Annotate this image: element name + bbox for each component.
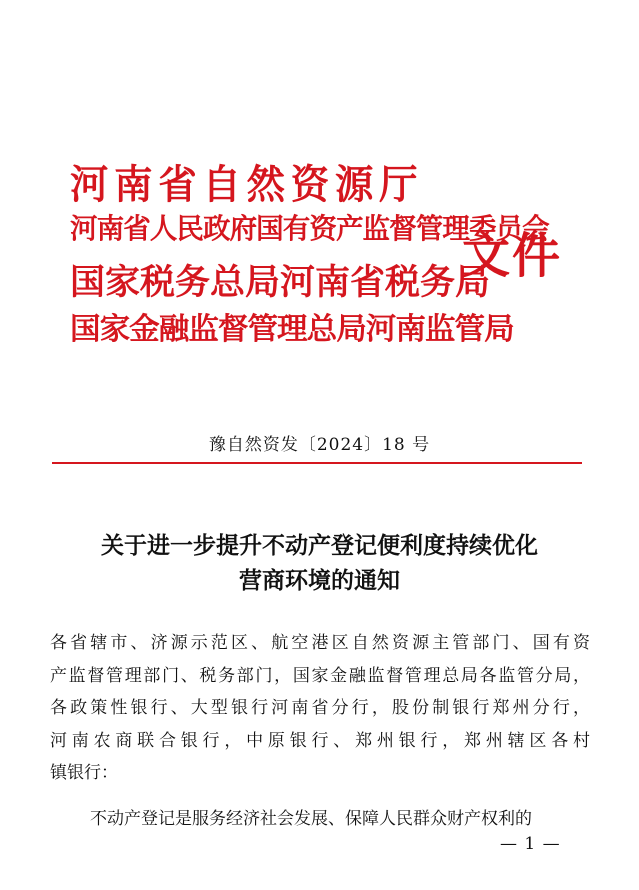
addressee-line-1: 各省辖市、济源示范区、航空港区自然资源主管部门、国有资: [50, 633, 590, 653]
addressee-line-3: 各政策性银行、大型银行河南省分行，股份制银行郑州分行，: [50, 698, 590, 718]
document-number: 豫自然资发〔2024〕18 号: [208, 435, 431, 455]
red-divider-line: [52, 462, 582, 464]
title-line-1: 关于进一步提升不动产登记便利度持续优化: [101, 532, 538, 559]
title-line-2: 营商环境的通知: [239, 567, 400, 594]
page-number: — 1 —: [500, 834, 561, 854]
addressees: [50, 627, 590, 790]
issuer-sasac: 河南省人民政府国有资产监督管理委员会: [70, 212, 549, 245]
issuer-natural-resources-department: 河南省自然资源厅: [70, 161, 424, 208]
issuer-financial-regulatory-bureau: 国家金融监督管理总局河南监管局: [70, 312, 514, 347]
body-paragraph: 不动产登记是服务经济社会发展、保障人民群众财产权利的: [90, 809, 532, 829]
addressee-line-2: 产监督管理部门、税务部门，国家金融监督管理总局各监管分局，: [50, 665, 590, 686]
addressee-line-5: 镇银行：: [50, 763, 118, 783]
document-mark: 文件: [462, 228, 563, 284]
addressee-line-4: 河南农商联合银行，中原银行、郑州银行，郑州辖区各村: [50, 730, 590, 751]
issuer-tax-bureau: 国家税务总局河南省税务局: [70, 262, 491, 303]
document-title: [0, 528, 639, 598]
